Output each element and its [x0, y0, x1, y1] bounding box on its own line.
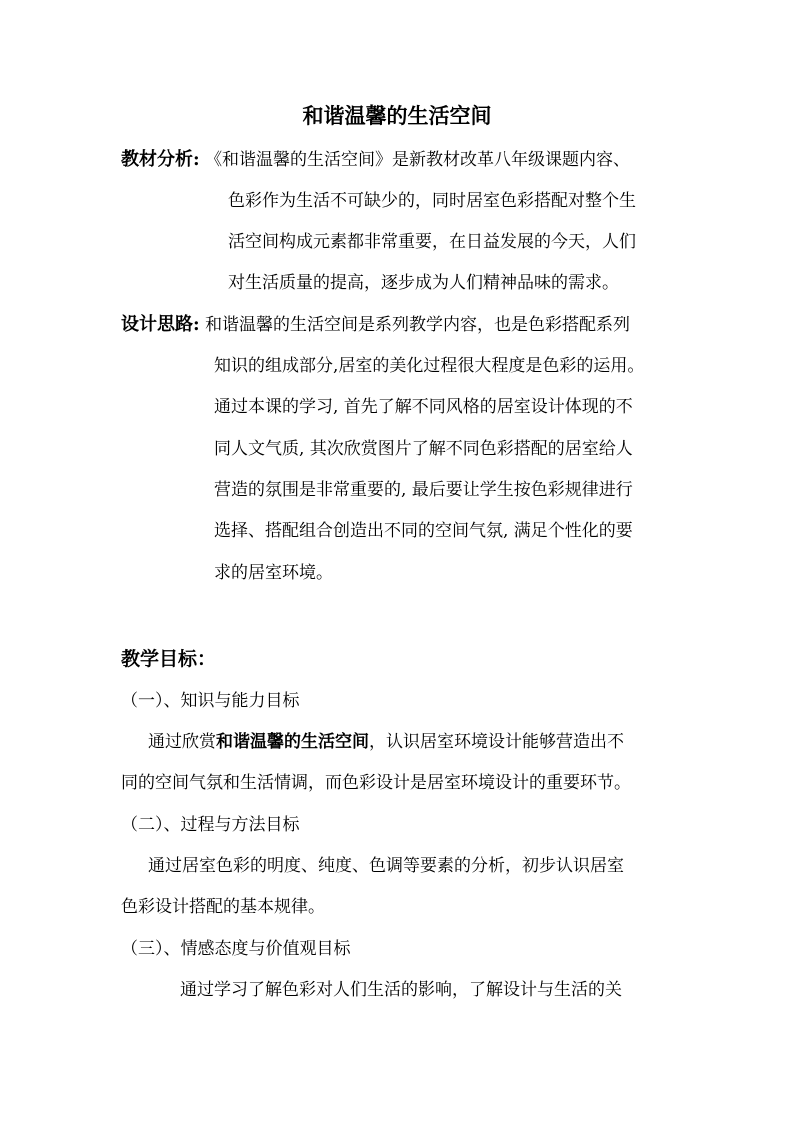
analysis-label: 教材分析 — [121, 149, 193, 170]
analysis-line-1 — [121, 142, 630, 178]
design-text-1: 和谐温馨的生活空间是系列教学内容，也是色彩搭配系列 — [205, 315, 631, 335]
analysis-colon: : — [193, 149, 200, 170]
design-line-1 — [121, 307, 630, 343]
goals-section1-line2: 同的空间气氛和生活情调，而色彩设计是居室环境设计的重要环节。 — [121, 773, 631, 793]
goals-section1-line1-a: 通过欣赏 — [148, 732, 216, 752]
goals-section1-title: （一）、知识与能力目标 — [121, 691, 300, 711]
goals-section2-title: （二）、过程与方法目标 — [121, 815, 300, 835]
design-colon: : — [193, 314, 200, 335]
goals-section2-line1: 通过居室色彩的明度、纯度、色调等要素的分析，初步认识居室 — [148, 856, 624, 876]
analysis-line-4: 对生活质量的提高，逐步成为人们精神品味的需求。 — [228, 273, 619, 293]
goals-section1-line1-b: ，认识居室环境设计能够营造出不 — [369, 732, 624, 752]
goals-section3-line1: 通过学习了解色彩对人们生活的影响，了解设计与生活的关 — [180, 980, 622, 1000]
goals-section1-line1-bold: 和谐温馨的生活空间 — [216, 732, 369, 752]
design-line-3: 通过本课的学习, 首先了解不同风格的居室设计体现的不 — [214, 397, 633, 417]
design-line-2: 知识的组成部分,居室的美化过程很大程度是色彩的运用。 — [214, 356, 645, 376]
document-title: 和谐温馨的生活空间 — [302, 103, 492, 128]
design-label: 设计思路 — [121, 314, 193, 335]
design-line-5: 营造的氛围是非常重要的, 最后要让学生按色彩规律进行 — [214, 480, 633, 500]
analysis-text-1: 《和谐温馨的生活空间》是新教材改革八年级课题内容、 — [205, 150, 631, 170]
goals-section3-title: （三）、情感态度与价值观目标 — [121, 939, 351, 959]
analysis-line-3: 活空间构成元素都非常重要，在日益发展的今天，人们 — [228, 232, 636, 252]
goals-heading: 教学目标： — [121, 648, 217, 670]
design-line-4: 同人文气质, 其次欣赏图片了解不同色彩搭配的居室给人 — [214, 439, 633, 459]
goals-section2-line2: 色彩设计搭配的基本规律。 — [121, 897, 325, 917]
design-line-6: 选择、搭配组合创造出不同的空间气氛, 满足个性化的要 — [214, 521, 633, 541]
goals-section1-line1 — [148, 724, 624, 760]
design-line-7: 求的居室环境。 — [214, 563, 333, 583]
analysis-line-2: 色彩作为生活不可缺少的，同时居室色彩搭配对整个生 — [228, 191, 636, 211]
